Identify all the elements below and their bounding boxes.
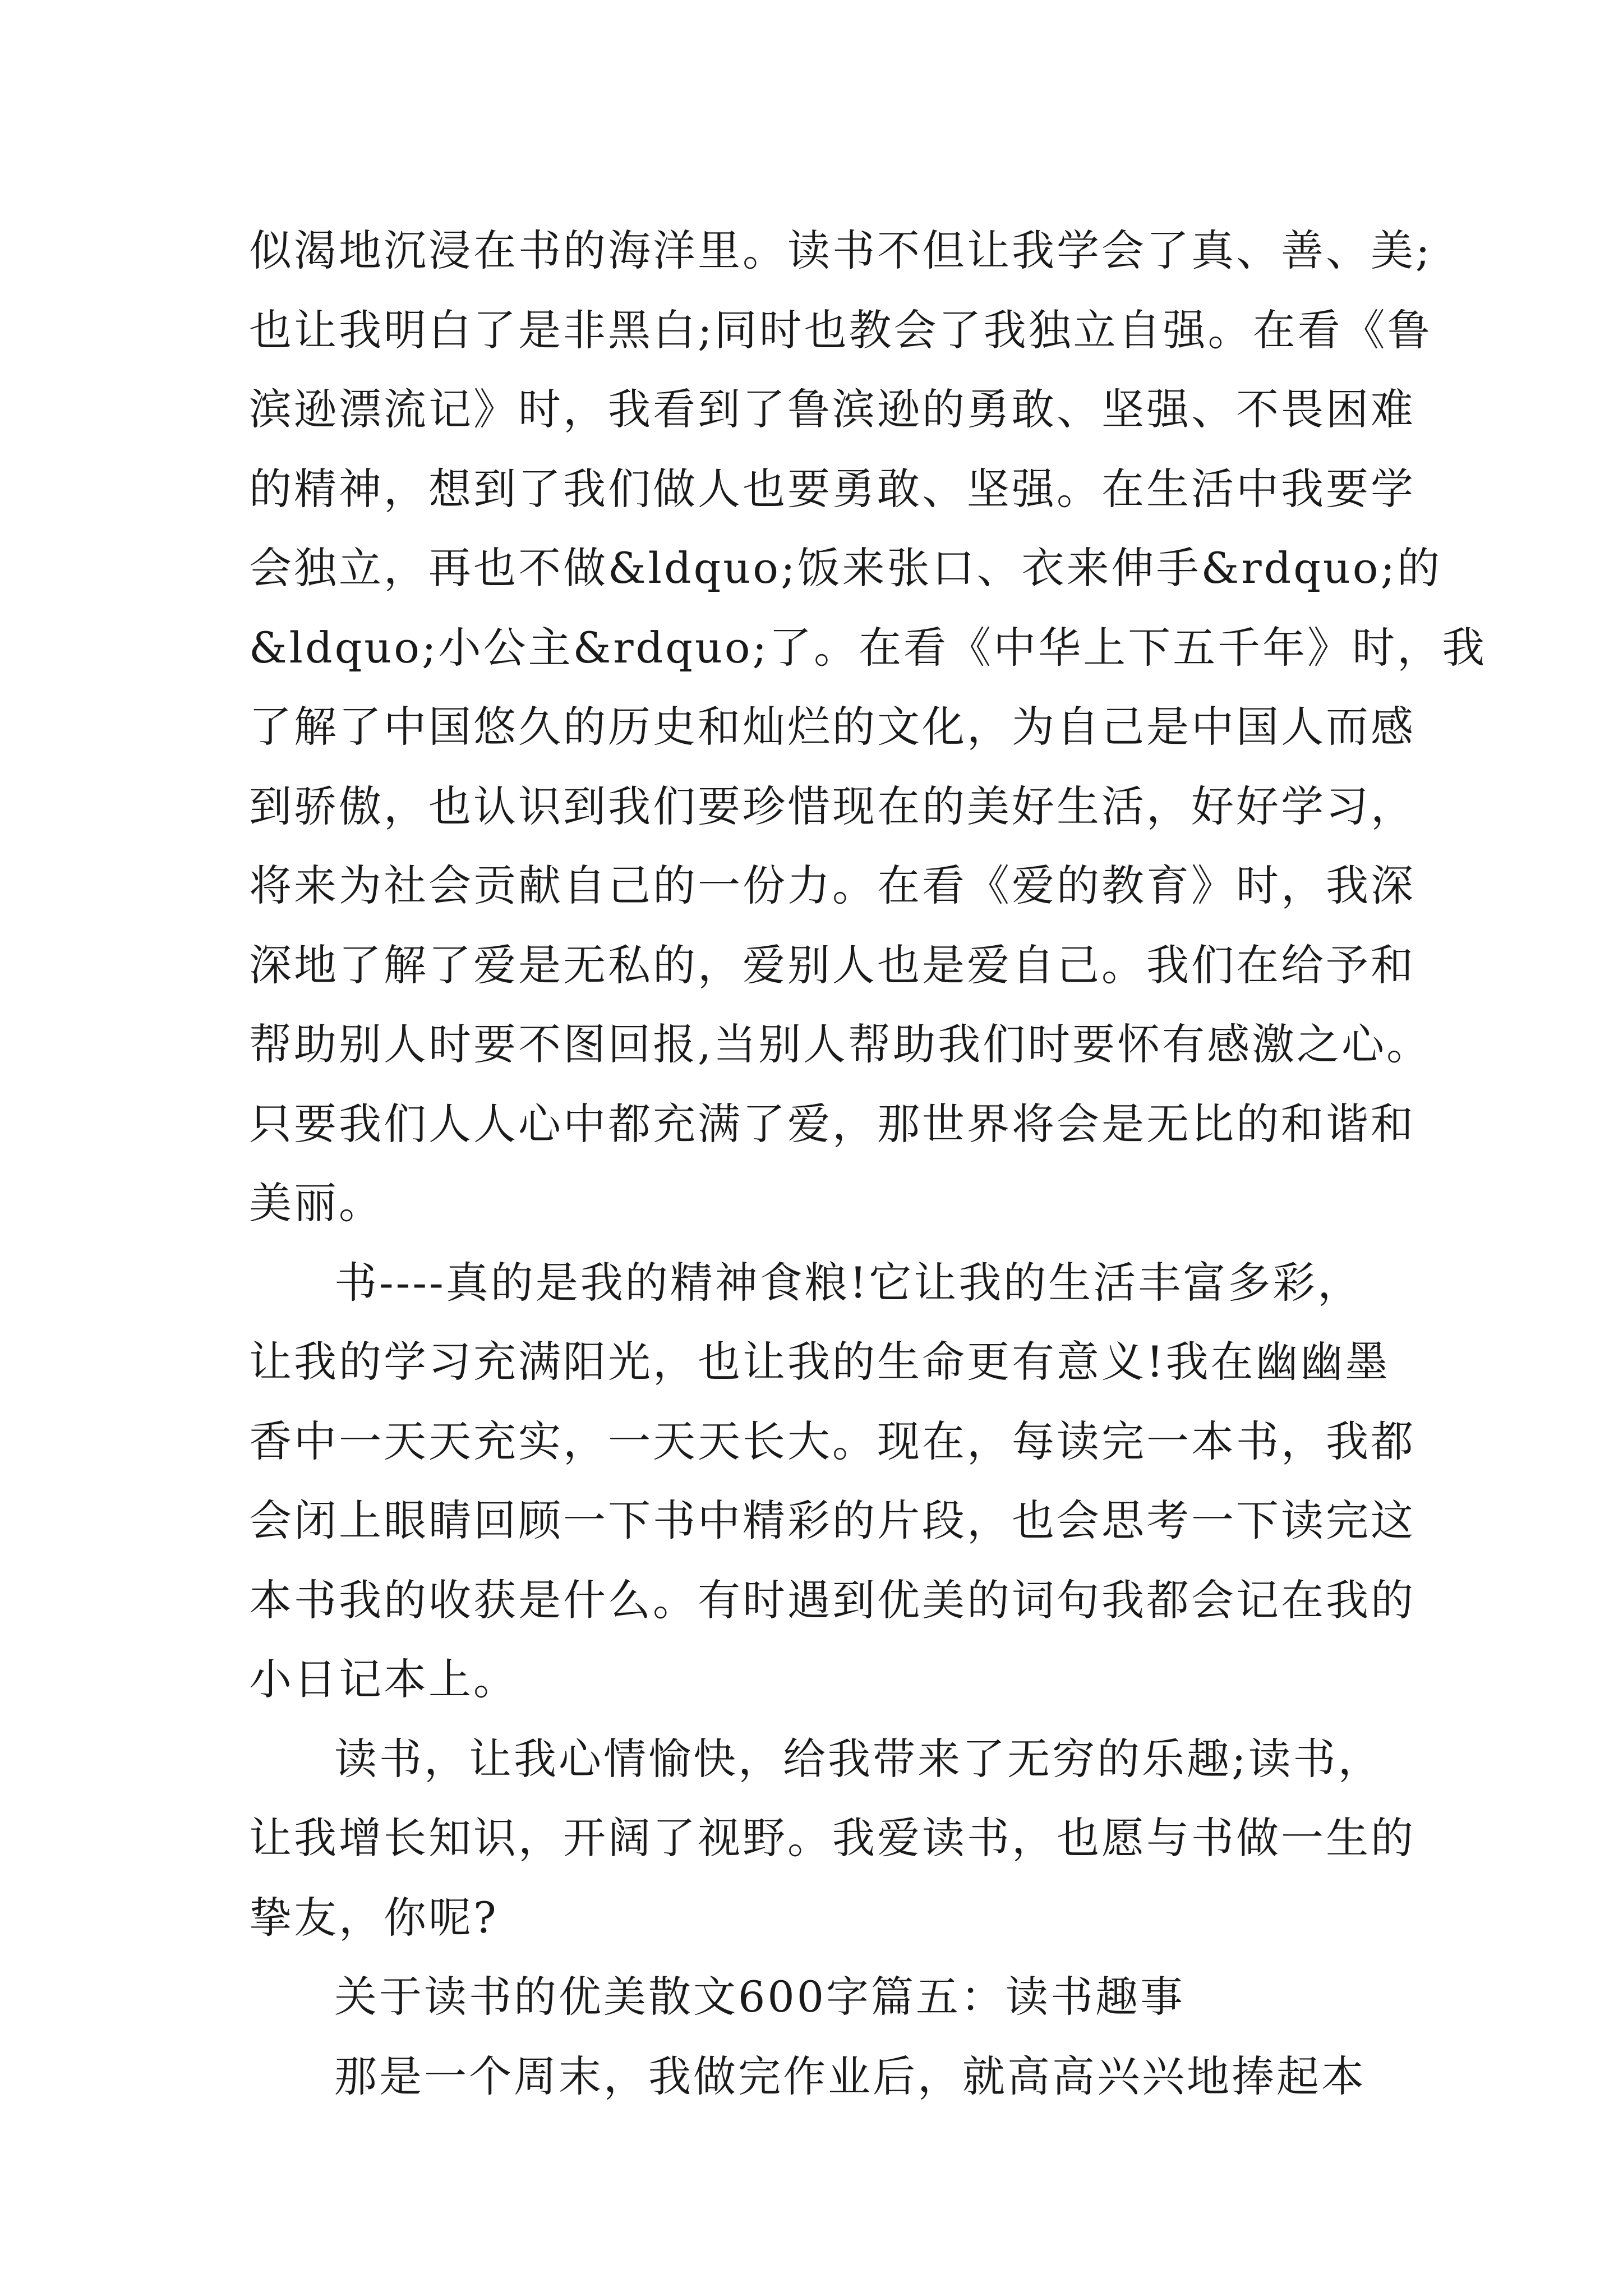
text-line: 滨逊漂流记》时，我看到了鲁滨逊的勇敢、坚强、不畏困难 <box>249 384 1415 434</box>
text-line: 小日记本上。 <box>249 1654 518 1704</box>
text-line: 深地了解了爱是无私的，爱别人也是爱自己。我们在给予和 <box>249 940 1415 990</box>
text-line: 让我的学习充满阳光，也让我的生命更有意义!我在幽幽墨 <box>249 1337 1390 1387</box>
text-line: 的精神，想到了我们做人也要勇敢、坚强。在生活中我要学 <box>249 463 1415 514</box>
body-text <box>249 211 1487 2116</box>
text-line: 会独立，再也不做&ldquo;饭来张口、衣来伸手&rdquo;的 <box>249 543 1442 593</box>
text-line: 那是一个周末，我做完作业后，就高高兴兴地捧起本 <box>334 2051 1366 2101</box>
text-line: 似渴地沉浸在书的海洋里。读书不但让我学会了真、善、美; <box>249 226 1432 275</box>
text-line: 书----真的是我的精神食粮!它让我的生活丰富多彩， <box>334 1257 1363 1308</box>
text-line: 到骄傲，也认识到我们要珍惜现在的美好生活，好好学习， <box>249 781 1415 831</box>
text-line: 本书我的收获是什么。有时遇到优美的词句我都会记在我的 <box>249 1575 1415 1625</box>
text-line: 帮助别人时要不图回报,当别人帮助我们时要怀有感激之心。 <box>249 1019 1432 1069</box>
text-line: 了解了中国悠久的历史和灿烂的文化，为自己是中国人而感 <box>249 702 1415 752</box>
text-line: 将来为社会贡献自己的一份力。在看《爱的教育》时，我深 <box>249 861 1415 910</box>
text-line: &ldquo;小公主&rdquo;了。在看《中华上下五千年》时，我 <box>249 622 1487 673</box>
text-line: 美丽。 <box>249 1178 384 1228</box>
text-line: 也让我明白了是非黑白;同时也教会了我独立自强。在看《鲁 <box>249 305 1432 355</box>
text-line: 读书，让我心情愉快，给我带来了无穷的乐趣;读书， <box>334 1733 1383 1784</box>
text-line: 会闭上眼睛回顾一下书中精彩的片段，也会思考一下读完这 <box>249 1496 1415 1545</box>
text-line: 让我增长知识，开阔了视野。我爱读书，也愿与书做一生的 <box>249 1813 1415 1863</box>
text-line: 香中一天天充实，一天天长大。现在，每读完一本书，我都 <box>249 1416 1415 1466</box>
text-line: 只要我们人人心中都充满了爱，那世界将会是无比的和谐和 <box>249 1098 1415 1149</box>
text-line: 挚友，你呢? <box>249 1892 499 1943</box>
text-line: 关于读书的优美散文600字篇五：读书趣事 <box>334 1972 1186 2022</box>
